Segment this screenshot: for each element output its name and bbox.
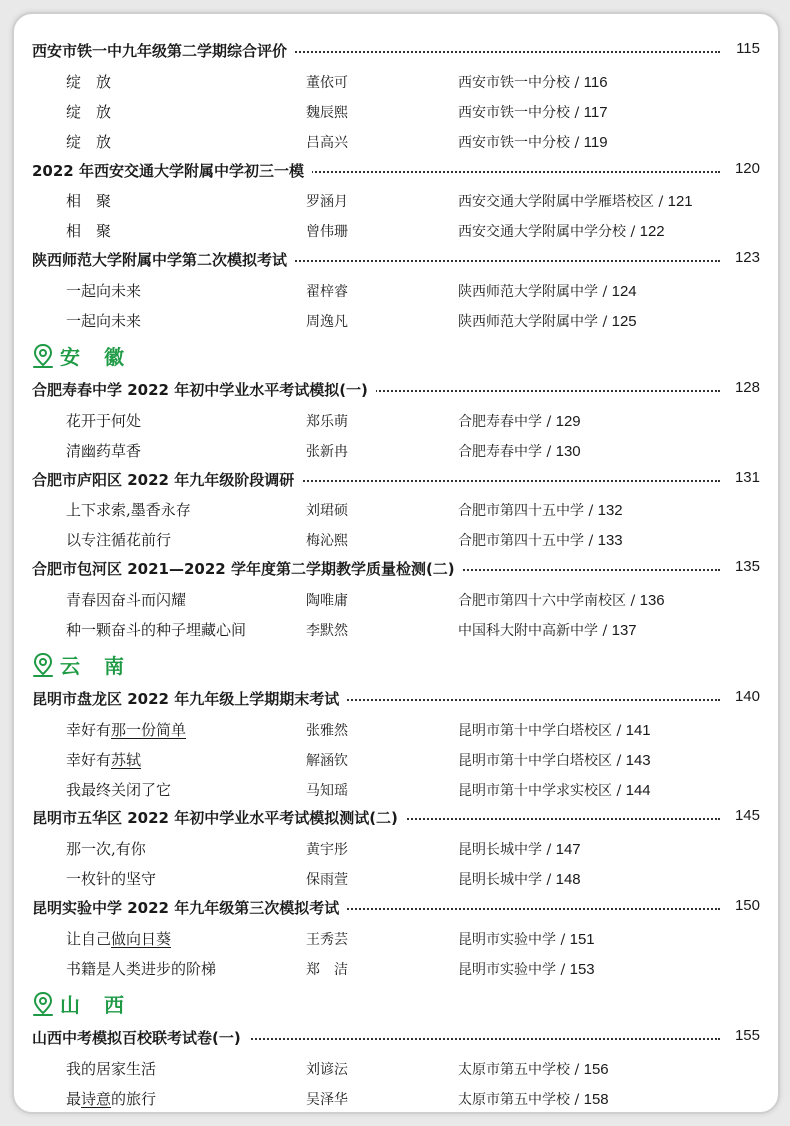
school-name: 陕西师范大学附属中学 / (458, 284, 612, 301)
essay-school (458, 221, 665, 241)
toc-essay-row[interactable] (14, 435, 778, 465)
school-name: 西安市铁一中分校 / (458, 74, 584, 91)
page-number: 137 (611, 622, 637, 640)
essay-title: 种一颗奋斗的种子埋藏心间 (66, 621, 247, 640)
essay-title: 绽 放 (66, 132, 112, 151)
toc-essay-row[interactable] (14, 405, 778, 435)
essay-title: 我的居家生活 (66, 1059, 157, 1078)
essay-title: 一起向未来 (66, 312, 142, 331)
essay-author: 陶唯庸 (306, 593, 348, 610)
exam-title: 山西中考模拟百校联考试卷(一) (32, 1027, 249, 1048)
essay-school (458, 1059, 609, 1079)
essay-title-part: 最 (66, 1089, 82, 1108)
region-heading (14, 983, 778, 1023)
page-number: 121 (667, 193, 693, 211)
toc-essay-row[interactable] (14, 614, 778, 644)
essay-author: 罗涵月 (306, 194, 348, 211)
essay-title-underlined: 做向日葵 (111, 930, 172, 949)
essay-school (458, 191, 693, 211)
essay-author: 魏辰熙 (306, 104, 348, 121)
exam-title: 合肥市包河区 2021—2022 学年度第二学期教学质量检测(二) (32, 558, 463, 579)
essay-author: 翟梓睿 (306, 284, 348, 301)
page-number: 122 (639, 223, 665, 241)
essay-title: 清幽药草香 (66, 441, 142, 460)
essay-title-part: 幸好有 (66, 750, 112, 769)
exam-title: 昆明市五华区 2022 年初中学业水平考试模拟测试(二) (32, 807, 406, 828)
school-name: 西安交通大学附属中学雁塔校区 / (458, 194, 668, 211)
exam-title: 西安市铁一中九年级第二学期综合评价 (32, 40, 295, 61)
essay-author: 郑乐萌 (306, 413, 348, 430)
toc-exam-row[interactable] (14, 554, 778, 584)
location-pin-icon (32, 343, 54, 369)
essay-school (458, 132, 608, 152)
page-number: 124 (611, 283, 637, 301)
toc-essay-row[interactable] (14, 524, 778, 554)
exam-title: 昆明实验中学 2022 年九年级第三次模拟考试 (32, 897, 347, 918)
essay-school (458, 720, 651, 740)
page-number: 130 (555, 442, 581, 460)
essay-school (458, 750, 651, 770)
essay-author: 吕高兴 (306, 134, 348, 151)
essay-author: 李默然 (306, 623, 348, 640)
toc-essay-row[interactable] (14, 1053, 778, 1083)
essay-author: 张新冉 (306, 443, 348, 460)
essay-school (458, 102, 608, 122)
toc-essay-row[interactable] (14, 774, 778, 804)
page-number: 131 (729, 469, 760, 486)
essay-title (66, 749, 141, 770)
school-name: 昆明市实验中学 / (458, 932, 570, 949)
essay-author: 王秀芸 (306, 932, 348, 949)
essay-title: 花开于何处 (66, 411, 142, 430)
school-name: 昆明长城中学 / (458, 872, 556, 889)
page-number: 132 (597, 502, 623, 520)
essay-title: 那一次,有你 (66, 840, 146, 859)
essay-author: 解涵钦 (306, 752, 348, 769)
region-name: 山西 (60, 992, 148, 1017)
toc-essay-row[interactable] (14, 584, 778, 614)
essay-school (458, 780, 651, 800)
essay-school (458, 311, 637, 331)
page-number: 125 (611, 313, 637, 331)
page-number: 117 (583, 103, 608, 121)
essay-school (458, 1089, 609, 1109)
region-name: 云南 (60, 653, 148, 678)
page-number: 150 (729, 897, 760, 914)
essay-title: 相 聚 (66, 192, 112, 211)
school-name: 合肥寿春中学 / (458, 413, 556, 430)
essay-author: 梅沁熙 (306, 533, 348, 550)
essay-title-part: 的旅行 (111, 1089, 157, 1108)
table-of-contents (14, 36, 778, 1113)
essay-school (458, 530, 623, 550)
school-name: 合肥寿春中学 / (458, 443, 556, 460)
page-number: 144 (625, 781, 651, 799)
school-name: 太原市第五中学校 / (458, 1061, 584, 1078)
school-name: 昆明市实验中学 / (458, 961, 570, 978)
toc-exam-row[interactable] (14, 684, 778, 714)
page-number: 153 (569, 960, 595, 978)
page-number: 147 (555, 841, 581, 859)
essay-author: 马知瑶 (306, 782, 348, 799)
essay-author: 保雨萱 (306, 872, 348, 889)
school-name: 合肥市第四十六中学南校区 / (458, 593, 640, 610)
essay-title (66, 1088, 156, 1109)
school-name: 太原市第五中学校 / (458, 1091, 584, 1108)
location-pin-icon (32, 652, 54, 678)
page-number: 115 (730, 40, 760, 57)
essay-school (458, 281, 637, 301)
page-number: 158 (583, 1090, 609, 1108)
toc-essay-row[interactable] (14, 215, 778, 245)
toc-exam-row[interactable] (14, 36, 778, 66)
toc-page (12, 12, 780, 1114)
school-name: 合肥市第四十五中学 / (458, 503, 598, 520)
page-number: 143 (625, 751, 651, 769)
essay-title (66, 719, 186, 740)
toc-essay-row[interactable] (14, 863, 778, 893)
school-name: 西安市铁一中分校 / (458, 104, 584, 121)
essay-title-part: 幸好有 (66, 720, 112, 739)
essay-title: 青春因奋斗而闪耀 (66, 591, 187, 610)
essay-title: 我最终关闭了它 (66, 780, 172, 799)
essay-school (458, 590, 665, 610)
page-number: 133 (597, 532, 623, 550)
toc-essay-row[interactable] (14, 714, 778, 744)
toc-essay-row[interactable] (14, 275, 778, 305)
page-number: 145 (729, 807, 760, 824)
exam-title: 合肥寿春中学 2022 年初中学业水平考试模拟(一) (32, 379, 376, 400)
school-name: 昆明市第十中学求实校区 / (458, 782, 626, 799)
page-number: 156 (583, 1060, 609, 1078)
essay-school (458, 839, 581, 859)
toc-exam-row[interactable] (14, 1023, 778, 1053)
toc-essay-row[interactable] (14, 833, 778, 863)
toc-exam-row[interactable] (14, 245, 778, 275)
exam-title: 昆明市盘龙区 2022 年九年级上学期期末考试 (32, 688, 347, 709)
school-name: 昆明市第十中学白塔校区 / (458, 722, 626, 739)
toc-exam-row[interactable] (14, 893, 778, 923)
toc-exam-row[interactable] (14, 156, 778, 186)
page-number: 155 (729, 1027, 760, 1044)
exam-title: 合肥市庐阳区 2022 年九年级阶段调研 (32, 469, 302, 490)
toc-essay-row[interactable] (14, 126, 778, 156)
essay-title: 一枚针的坚守 (66, 870, 157, 889)
school-name: 陕西师范大学附属中学 / (458, 314, 612, 331)
page-number: 141 (625, 721, 651, 739)
page-number: 120 (729, 160, 760, 177)
essay-title (66, 928, 171, 949)
page-number: 148 (555, 871, 581, 889)
essay-author: 刘珺硕 (306, 503, 348, 520)
school-name: 昆明长城中学 / (458, 842, 556, 859)
toc-exam-row[interactable] (14, 803, 778, 833)
toc-essay-row[interactable] (14, 96, 778, 126)
essay-school (458, 411, 581, 431)
exam-title: 2022 年西安交通大学附属中学初三一模 (32, 160, 312, 181)
essay-school (458, 869, 581, 889)
page-number: 128 (729, 379, 760, 396)
essay-author: 黄宇彤 (306, 842, 348, 859)
essay-title-underlined: 诗意 (81, 1089, 112, 1108)
toc-essay-row[interactable] (14, 185, 778, 215)
essay-title-part: 让自己 (66, 930, 112, 949)
region-heading (14, 335, 778, 375)
essay-title: 一起向未来 (66, 282, 142, 301)
page-number: 123 (729, 249, 760, 266)
school-name: 西安交通大学附属中学分校 / (458, 224, 640, 241)
toc-essay-row[interactable] (14, 923, 778, 953)
page-number: 136 (639, 592, 665, 610)
essay-author: 刘谚沄 (306, 1061, 348, 1078)
toc-essay-row[interactable] (14, 744, 778, 774)
school-name: 西安市铁一中分校 / (458, 134, 584, 151)
page-number: 116 (583, 73, 608, 91)
toc-exam-row[interactable] (14, 375, 778, 405)
essay-school (458, 959, 595, 979)
toc-essay-row[interactable] (14, 1083, 778, 1113)
page-number: 151 (569, 931, 595, 949)
essay-title: 书籍是人类进步的阶梯 (66, 959, 217, 978)
essay-school (458, 500, 623, 520)
school-name: 合肥市第四十五中学 / (458, 533, 598, 550)
essay-school (458, 620, 637, 640)
page-number: 140 (729, 688, 760, 705)
essay-author: 吴泽华 (306, 1091, 348, 1108)
school-name: 中国科大附中高新中学 / (458, 623, 612, 640)
essay-title: 以专注循花前行 (66, 531, 172, 550)
essay-title: 绽 放 (66, 72, 112, 91)
essay-title: 相 聚 (66, 222, 112, 241)
toc-essay-row[interactable] (14, 66, 778, 96)
essay-school (458, 929, 595, 949)
essay-title: 上下求索,墨香永存 (66, 501, 191, 520)
essay-author: 曾伟珊 (306, 224, 348, 241)
essay-author: 张雅然 (306, 722, 348, 739)
page-number: 135 (729, 558, 760, 575)
page-number: 129 (555, 412, 581, 430)
toc-essay-row[interactable] (14, 953, 778, 983)
school-name: 昆明市第十中学白塔校区 / (458, 752, 626, 769)
essay-author: 周逸凡 (306, 314, 348, 331)
essay-school (458, 72, 608, 92)
page-number: 119 (583, 133, 608, 151)
essay-author: 郑 洁 (306, 961, 348, 978)
toc-exam-row[interactable] (14, 465, 778, 495)
essay-school (458, 441, 581, 461)
essay-author: 董依可 (306, 74, 348, 91)
region-name: 安徽 (60, 344, 148, 369)
region-heading (14, 644, 778, 684)
toc-essay-row[interactable] (14, 305, 778, 335)
essay-title-underlined: 那一份简单 (111, 720, 187, 739)
exam-title: 陕西师范大学附属中学第二次模拟考试 (32, 249, 295, 270)
toc-essay-row[interactable] (14, 494, 778, 524)
essay-title-underlined: 苏轼 (111, 750, 142, 769)
location-pin-icon (32, 991, 54, 1017)
essay-title: 绽 放 (66, 102, 112, 121)
